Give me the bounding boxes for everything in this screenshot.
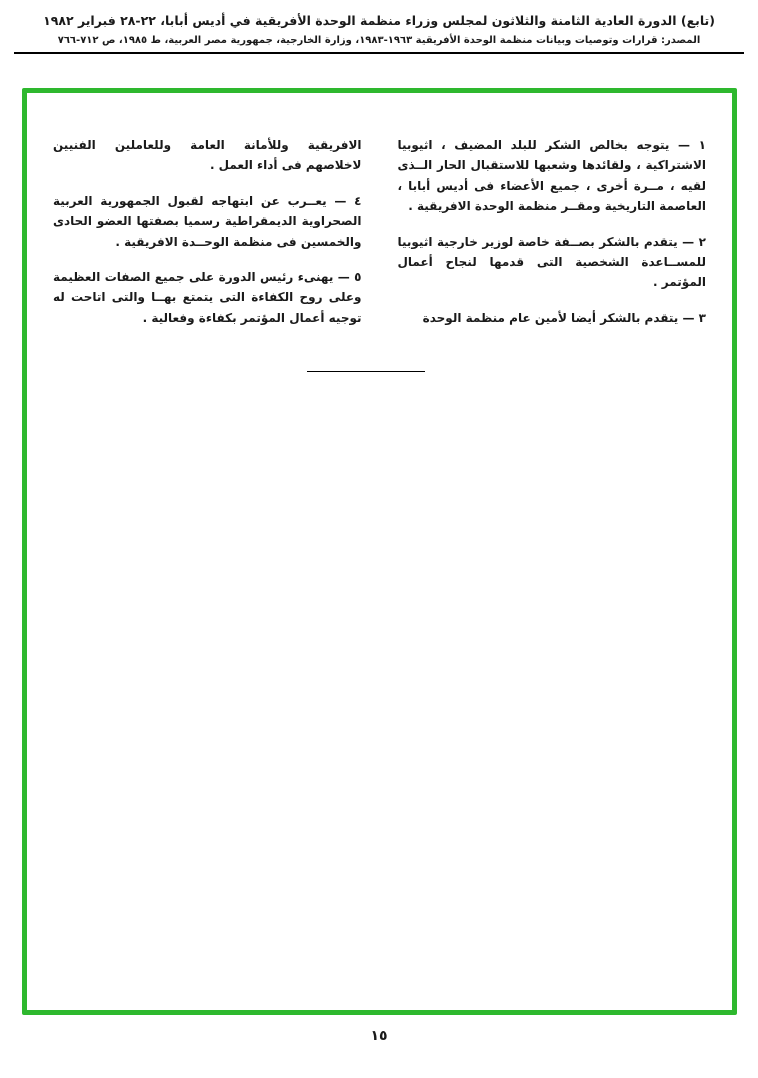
content-frame [22, 88, 737, 1015]
paragraph-3-continued: الافريقية وللأمانة العامة وللعاملين الفنيين لاخلاصهم فى أداء العمل . [53, 138, 362, 173]
header-divider [14, 52, 744, 54]
header-source: المصدر: قرارات وتوصيات وبيانات منظمة الوحدة الأفريقية ١٩٦٣-١٩٨٣، وزارة الخارجية، جمهورية مصر العربية، ط ١٩٨٥، ص ٧١٢-٧٦٦ [57, 35, 701, 46]
text-columns [27, 93, 732, 343]
left-column [53, 135, 362, 343]
paragraph-1: ١ — يتوجه بخالص الشكر للبلد المضيف ، اثيوبيا الاشتراكية ، ولقائدها وشعبها للاستقبال الحار الــذى لقيه ، مــرة أخرى ، جميع الأعضاء فى أديس أبابا ، العاصمة التاريخية ومقــر منظمة الوحدة الافريقية . [397, 138, 706, 214]
paragraph-5: ٥ — يهنىء رئيس الدورة على جميع الصفات العظيمة وعلى روح الكفاءة التى يتمتع بهــا والتى اتاحت له توجيه أعمال المؤتمر بكفاءة وفعالية . [53, 269, 362, 325]
page-number: ١٥ [370, 1028, 388, 1044]
paragraph-3: ٣ — يتقدم بالشكر أيضا لأمين عام منظمة الوحدة [422, 310, 706, 325]
section-divider [307, 371, 425, 372]
header-title: (تابع) الدورة العادية الثامنة والثلاثون لمجلس وزراء منظمة الوحدة الأفريقية في أديس أبابا، ٢٢-٢٨ فبراير ١٩٨٢ [43, 13, 715, 28]
paragraph-2: ٢ — يتقدم بالشكر بصــفة خاصة لوزير خارجية اثيوبيا للمســاعدة الشخصية التى قدمها لنجاح أعمال المؤتمر . [397, 234, 706, 290]
right-column [398, 135, 707, 343]
document-header [0, 0, 758, 46]
paragraph-4: ٤ — يعــرب عن ابتهاجه لقبول الجمهورية العربية الصحراوية الديمقراطية رسميا بصفتها العضو الحادى والخمسين فى منظمة الوحــدة الافريقية . [53, 193, 362, 249]
